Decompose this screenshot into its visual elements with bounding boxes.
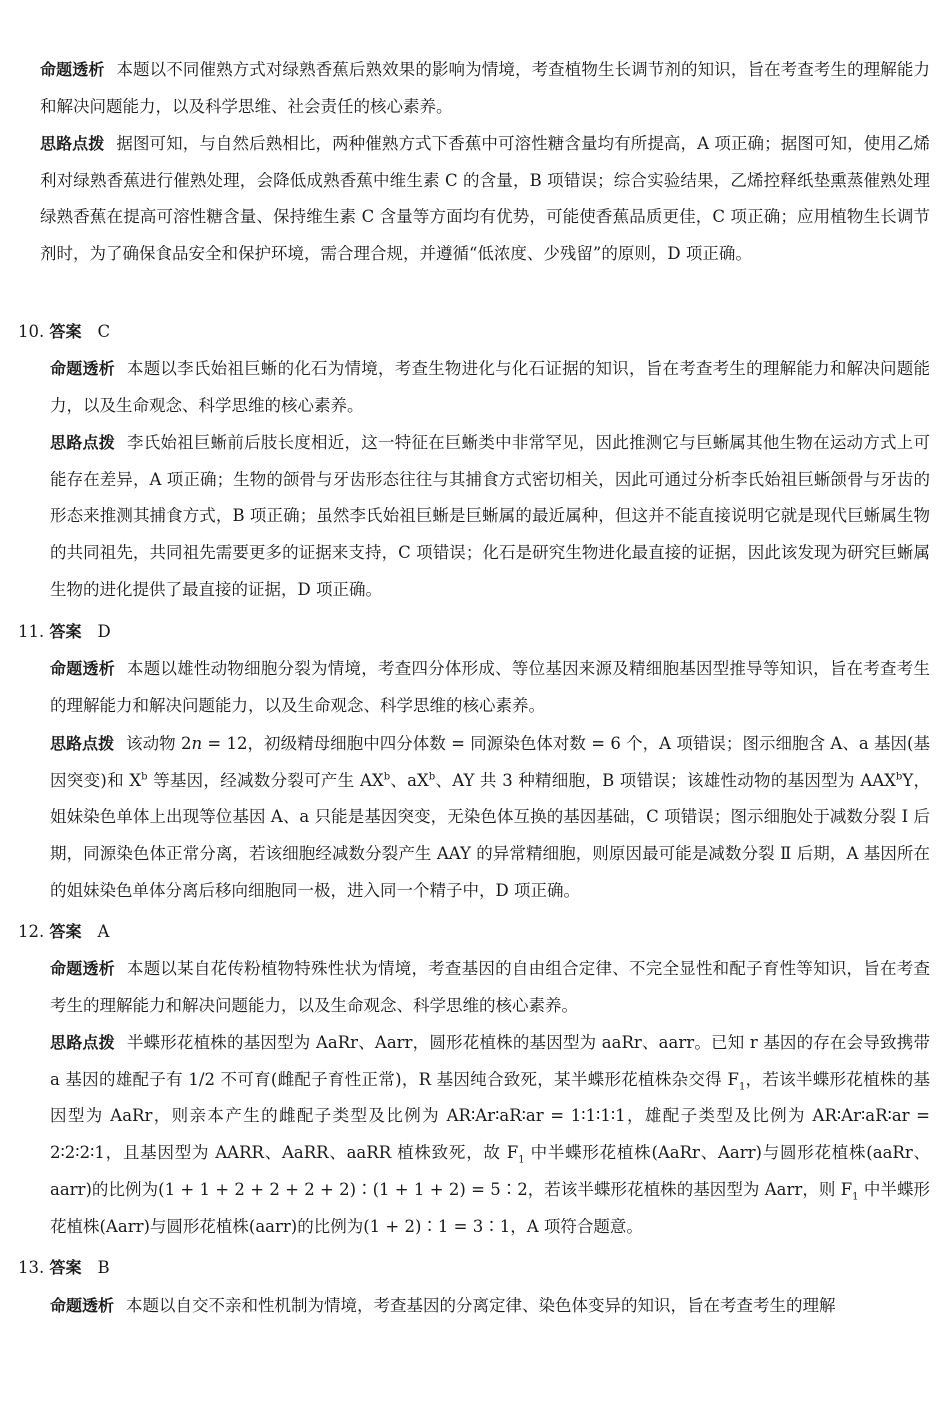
q11-hint-text-3: 等基因，经减数分裂可产生 AX bbox=[147, 770, 384, 790]
q10-answer-line bbox=[18, 314, 110, 351]
subscript-1: 1 bbox=[852, 1191, 859, 1203]
subscript-1: 1 bbox=[518, 1154, 525, 1166]
hint-label: 思路点拨 bbox=[50, 734, 115, 753]
q12-analysis bbox=[50, 951, 930, 1024]
q11-answer-line bbox=[18, 614, 111, 651]
q13-answer-line bbox=[18, 1250, 110, 1287]
q12-hint-text-1: 半蝶形花植株的基因型为 AaRr、Aarr，圆形花植株的基因型为 aaRr、aarr。已知 r 基因的存在会导致携带 a 基因的雄配子有 1/2 不可育(雌配子育性正常)，R 基因纯合致死，某半蝶形花植株杂交得 F bbox=[50, 1033, 930, 1089]
q11-analysis-text: 本题以雄性动物细胞分裂为情境，考查四分体形成、等位基因来源及精细胞基因型推导等知识，旨在考查考生的理解能力和解决问题能力，以及生命观念、科学思维的核心素养。 bbox=[50, 659, 930, 715]
q13-answer: B bbox=[97, 1258, 110, 1277]
q10-number: 10. bbox=[18, 322, 45, 341]
superscript-b: b bbox=[383, 771, 391, 783]
q10-analysis bbox=[50, 351, 930, 424]
q11-analysis bbox=[50, 651, 930, 724]
q13-analysis-text: 本题以自交不亲和性机制为情境，考查基因的分离定律、染色体变异的知识，旨在考查考生的理解 bbox=[126, 1296, 836, 1315]
superscript-b: b bbox=[428, 771, 436, 783]
answer-label: 答案 bbox=[49, 622, 82, 641]
answer-label: 答案 bbox=[49, 1258, 82, 1277]
hint-label: 思路点拨 bbox=[50, 1033, 115, 1052]
q11-hint-text-2: = 12，初级精母细胞中四分体数 = 同源染色体对数 = 6 个，A 项错误；图示细胞含 A、a 基因(基因突变)和 X bbox=[50, 734, 930, 790]
q9-hint bbox=[40, 126, 930, 273]
q13-analysis bbox=[50, 1288, 930, 1325]
q9-analysis-text: 本题以不同催熟方式对绿熟香蕉后熟效果的影响为情境，考查植物生长调节剂的知识，旨在考查考生的理解能力和解决问题能力，以及科学思维、社会责任的核心素养。 bbox=[40, 60, 930, 116]
q12-answer: A bbox=[97, 922, 110, 941]
q12-hint-text-3: 中半蝶形花植株(AaRr、Aarr)与圆形花植株(aaRr、aarr)的比例为(1 + 1 + 2 + 2 + 2 + 2)∶(1 + 1 + 2) = 5∶2，若该半蝶形花植株的基因型为 Aarr，则 F bbox=[50, 1143, 930, 1199]
q13-number: 13. bbox=[18, 1258, 45, 1277]
q11-hint-text-4: 、aX bbox=[390, 770, 429, 790]
answer-label: 答案 bbox=[49, 922, 82, 941]
answer-label: 答案 bbox=[49, 322, 82, 341]
q12-analysis-text: 本题以某自花传粉植物特殊性状为情境，考查基因的自由组合定律、不完全显性和配子育性等知识，旨在考查考生的理解能力和解决问题能力，以及生命观念、科学思维的核心素养。 bbox=[50, 959, 930, 1015]
q11-hint bbox=[50, 726, 930, 910]
superscript-b: b bbox=[895, 771, 903, 783]
q11-hint-text-6: Y，姐妹染色单体上出现等位基因 A、a 只能是基因突变，无染色体互换的基因基础，C 项错误；图示细胞处于减数分裂 Ⅰ 后期，同源染色体正常分离，若该细胞经减数分裂产生 AAY 的异常精细胞，则原因最可能是减数分裂 Ⅱ 后期，A 基因所在的姐妹染色单体分离后移向细胞同一极，进入同一个精子中，D 项正确。 bbox=[50, 770, 930, 900]
q12-answer-line bbox=[18, 914, 109, 951]
q11-answer: D bbox=[97, 622, 111, 641]
analysis-label: 命题透析 bbox=[50, 659, 115, 678]
analysis-label: 命题透析 bbox=[50, 359, 115, 378]
q10-answer: C bbox=[97, 322, 111, 341]
hint-label: 思路点拨 bbox=[40, 134, 105, 153]
analysis-label: 命题透析 bbox=[40, 60, 105, 79]
q12-number: 12. bbox=[18, 922, 45, 941]
analysis-label: 命题透析 bbox=[50, 1296, 115, 1315]
q10-hint-text: 李氏始祖巨蜥前后肢长度相近，这一特征在巨蜥类中非常罕见，因此推测它与巨蜥属其他生物在运动方式上可能存在差异，A 项正确；生物的颌骨与牙齿形态往往与其捕食方式密切相关，因此可通过分析李氏始祖巨蜥颌骨与牙齿的形态来推测其捕食方式，B 项正确；虽然李氏始祖巨蜥是巨蜥属的最近属种，但这并不能直接说明它就是现代巨蜥属生物的共同祖先，共同祖先需要更多的证据来支持，C 项错误；化石是研究生物进化最直接的证据，因此该发现为研究巨蜥属生物的进化提供了最直接的证据，D 项正确。 bbox=[50, 433, 930, 599]
superscript-b: b bbox=[141, 771, 148, 783]
q9-analysis bbox=[40, 52, 930, 125]
q10-analysis-text: 本题以李氏始祖巨蜥的化石为情境，考查生物进化与化石证据的知识，旨在考查考生的理解能力和解决问题能力，以及生命观念、科学思维的核心素养。 bbox=[50, 359, 930, 415]
q11-number: 11. bbox=[18, 622, 45, 641]
hint-label: 思路点拨 bbox=[50, 433, 115, 452]
q11-hint-text-5: 、AY 共 3 种精细胞，B 项错误；该雄性动物的基因型为 AAX bbox=[435, 770, 896, 790]
q12-hint bbox=[50, 1025, 930, 1245]
subscript-1: 1 bbox=[738, 1081, 746, 1092]
q11-hint-n: n bbox=[191, 734, 203, 753]
q12-hint-text-2: ，若该半蝶形花植株的基因型为 AaRr，则亲本产生的雌配子类型及比例为 AR∶Ar∶aR∶ar = 1∶1∶1∶1，雄配子类型及比例为 AR∶Ar∶aR∶ar = 2∶2∶2∶1，且基因型为 AARR、AaRR、aaRR 植株致死，故 F bbox=[50, 1069, 930, 1163]
analysis-label: 命题透析 bbox=[50, 959, 115, 978]
q12-hint-text-4: 中半蝶形花植株(Aarr)与圆形花植株(aarr)的比例为(1 + 2)∶1 = 3∶1，A 项符合题意。 bbox=[50, 1179, 930, 1236]
q9-hint-text: 据图可知，与自然后熟相比，两种催熟方式下香蕉中可溶性糖含量均有所提高，A 项正确；据图可知，使用乙烯利对绿熟香蕉进行催熟处理，会降低成熟香蕉中维生素 C 的含量，B 项错误；综合实验结果，乙烯控释纸垫熏蒸催熟处理绿熟香蕉在提高可溶性糖含量、保持维生素 C 含量等方面均有优势，可能使香蕉品质更佳，C 项正确；应用植物生长调节剂时，为了确保食品安全和保护环境，需合理合规，并遵循“低浓度、少残留”的原则，D 项正确。 bbox=[40, 134, 930, 264]
q10-hint bbox=[50, 425, 930, 609]
q11-hint-text-1: 该动物 2 bbox=[126, 734, 192, 753]
